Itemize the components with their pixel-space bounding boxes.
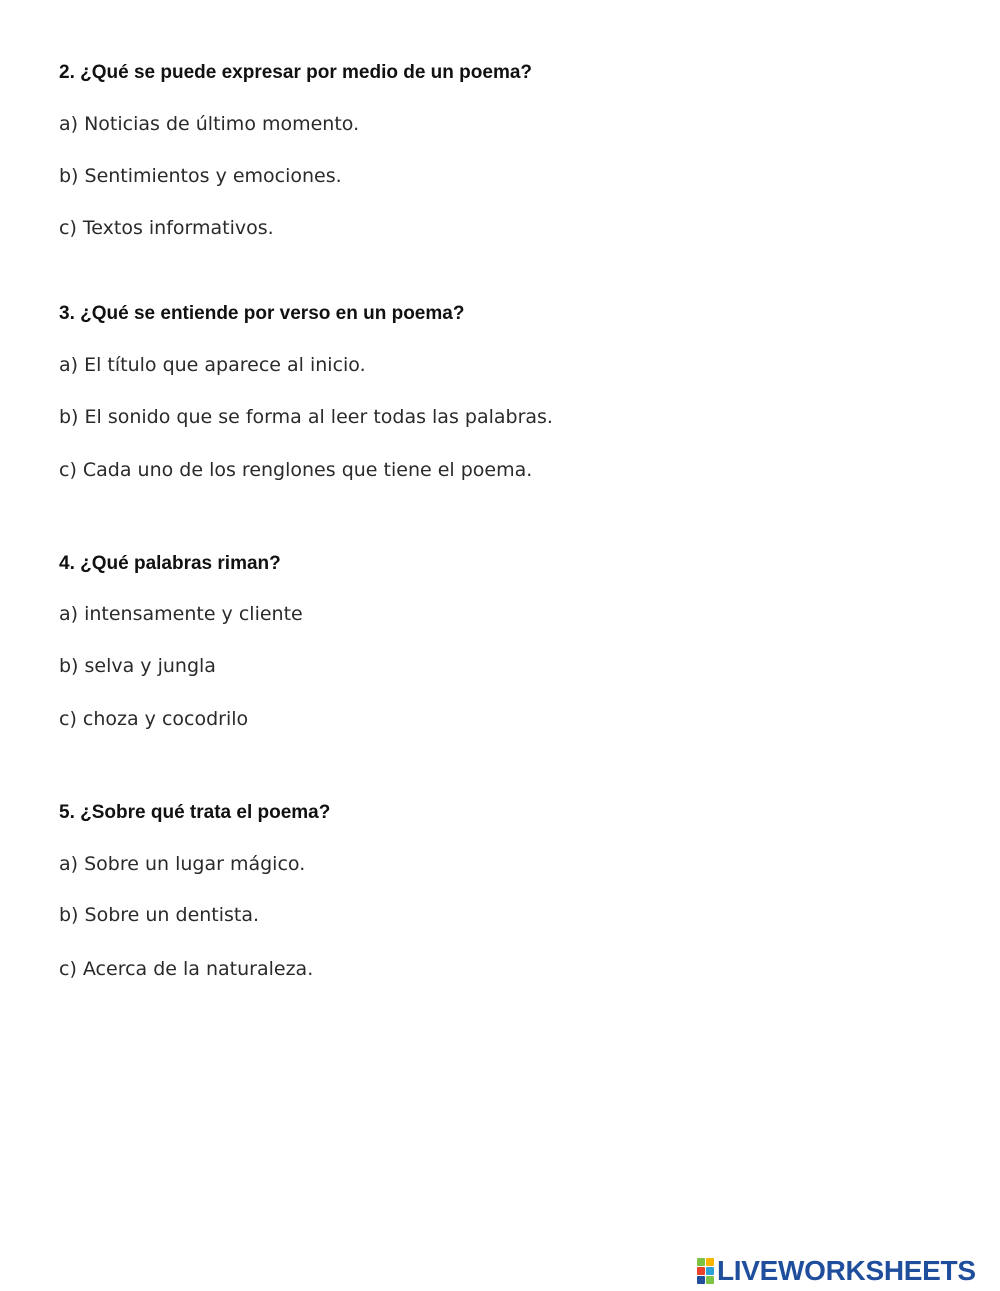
question-3-option-b[interactable]: b) El sonido que se forma al leer todas las palabras. (59, 406, 553, 428)
question-5-option-b[interactable]: b) Sobre un dentista. (59, 904, 260, 926)
brand-name: LIVEWORKSHEETS (717, 1255, 976, 1286)
question-2-option-a[interactable]: a) Noticias de último momento. (59, 113, 360, 135)
question-4-option-b[interactable]: b) selva y jungla (59, 655, 216, 677)
liveworksheets-brand (697, 1257, 976, 1285)
question-5-option-a[interactable]: a) Sobre un lugar mágico. (59, 853, 306, 875)
liveworksheets-logo-icon (697, 1258, 714, 1284)
question-4-option-c[interactable]: c) choza y cocodrilo (59, 708, 249, 730)
question-4-option-a[interactable]: a) intensamente y cliente (59, 603, 303, 625)
question-2-title: 2. ¿Qué se puede expresar por medio de un poema? (59, 62, 533, 83)
question-2-option-c[interactable]: c) Textos informativos. (59, 217, 274, 239)
question-3-title: 3. ¿Qué se entiende por verso en un poema? (59, 303, 465, 324)
question-5-option-c[interactable]: c) Acerca de la naturaleza. (59, 958, 314, 980)
question-4-title: 4. ¿Qué palabras riman? (59, 553, 281, 574)
question-3-option-c[interactable]: c) Cada uno de los renglones que tiene el poema. (59, 459, 533, 481)
question-3-option-a[interactable]: a) El título que aparece al inicio. (59, 354, 366, 376)
question-2-option-b[interactable]: b) Sentimientos y emociones. (59, 165, 342, 187)
question-5-title: 5. ¿Sobre qué trata el poema? (59, 802, 331, 823)
